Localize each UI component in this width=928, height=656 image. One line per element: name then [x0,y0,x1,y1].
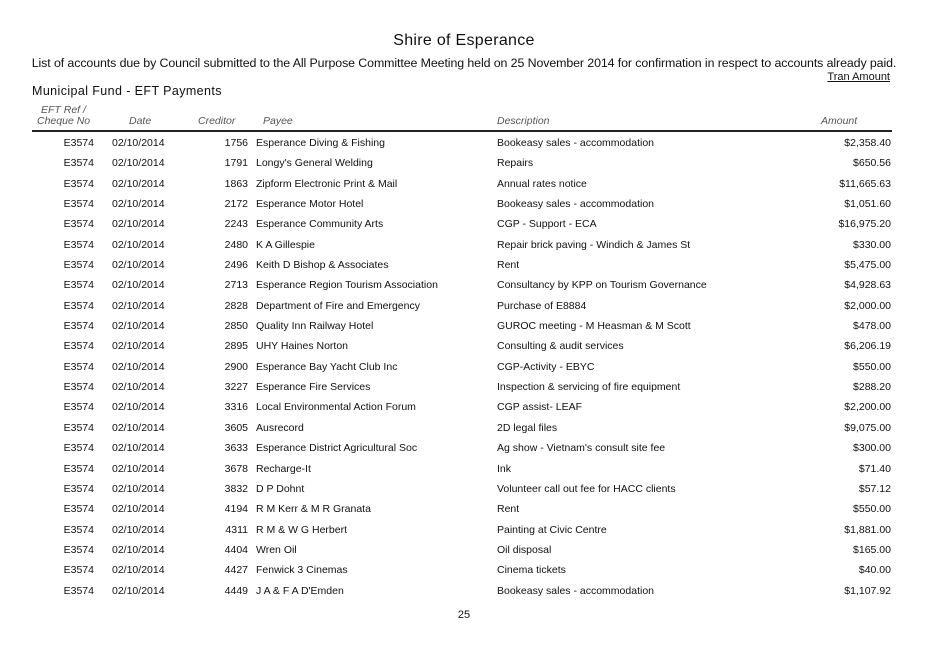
amount-cell: $478.00 [853,320,891,333]
tran-amount-label: Tran Amount [827,71,890,83]
payee-cell: Wren Oil [256,543,297,556]
description-cell: CGP assist- LEAF [497,401,582,414]
description-cell: Consulting & audit services [497,340,624,353]
description-cell: Oil disposal [497,543,552,556]
amount-cell: $2,000.00 [844,299,891,312]
payee-cell: Esperance Diving & Fishing [256,137,385,149]
eft-ref-cell: E3574 [63,177,94,190]
table-row [0,336,928,356]
description-cell: Bookeasy sales - accommodation [497,137,654,149]
description-cell: Bookeasy sales - accommodation [497,198,654,211]
eft-ref-cell: E3574 [63,320,94,333]
description-cell: Annual rates notice [497,177,587,190]
description-cell: Ag show - Vietnam's consult site fee [497,442,666,455]
creditor-cell: 4311 [225,523,248,536]
creditor-cell: 3316 [224,401,248,414]
table-row [0,418,928,438]
date-cell: 02/10/2014 [112,218,165,231]
payee-cell: Ausrecord [256,421,304,434]
date-cell: 02/10/2014 [112,340,165,353]
eft-ref-cell: E3574 [63,401,94,414]
table-row [0,520,928,540]
payee-cell: D P Dohnt [256,482,305,495]
amount-cell: $9,075.00 [844,421,891,434]
date-cell: 02/10/2014 [112,279,165,292]
date-cell: 02/10/2014 [112,503,165,516]
description-cell: Cinema tickets [497,564,566,577]
payee-cell: Longy's General Welding [256,157,373,170]
payee-cell: Esperance Region Tourism Association [256,279,438,292]
amount-cell: $1,051.60 [844,198,891,211]
amount-cell: $550.00 [853,360,891,373]
eft-ref-cell: E3574 [63,299,94,312]
amount-cell: $650.56 [853,157,891,170]
payee-cell: K A Gillespie [256,238,315,251]
date-cell: 02/10/2014 [112,320,165,333]
column-header-payee: Payee [263,115,293,127]
date-cell: 02/10/2014 [112,462,165,475]
amount-cell: $1,881.00 [844,523,891,536]
date-cell: 02/10/2014 [112,198,165,211]
creditor-cell: 2900 [224,360,248,373]
column-header-eft-ref: EFT Ref / [41,104,86,116]
date-cell: 02/10/2014 [112,259,165,272]
description-cell: Consultancy by KPP on Tourism Governance [497,279,707,292]
column-header-description: Description [497,115,550,127]
table-row [0,540,928,560]
description-cell: 2D legal files [497,421,558,434]
payee-cell: J A & F A D'Emden [256,584,344,597]
date-cell: 02/10/2014 [112,137,165,149]
creditor-cell: 2850 [224,320,248,333]
header-divider [32,130,892,132]
eft-ref-cell: E3574 [63,543,94,556]
description-cell: Ink [497,462,512,475]
description-cell: CGP - Support - ECA [497,218,597,231]
creditor-cell: 1791 [224,157,248,170]
eft-ref-cell: E3574 [63,421,94,434]
date-cell: 02/10/2014 [112,157,165,170]
table-row [0,194,928,214]
description-cell: Repairs [497,157,534,170]
payments-table-body [0,133,928,601]
table-row [0,377,928,397]
eft-ref-cell: E3574 [63,238,94,251]
date-cell: 02/10/2014 [112,564,165,577]
creditor-cell: 3633 [224,442,248,455]
payee-cell: Department of Fire and Emergency [256,299,420,312]
date-cell: 02/10/2014 [112,523,165,536]
creditor-cell: 2496 [224,259,248,272]
amount-cell: $16,975.20 [838,218,891,231]
table-row [0,133,928,153]
document-title: Shire of Esperance [393,32,535,49]
table-row [0,153,928,173]
creditor-cell: 2243 [224,218,248,231]
date-cell: 02/10/2014 [112,584,165,597]
amount-cell: $300.00 [853,442,891,455]
column-header-cheque-no: Cheque No [37,115,91,127]
payee-cell: Quality Inn Railway Hotel [256,320,374,333]
eft-ref-cell: E3574 [63,523,94,536]
amount-cell: $6,206.19 [844,340,891,353]
column-header-date: Date [129,115,152,127]
payee-cell: Keith D Bishop & Associates [256,259,389,272]
date-cell: 02/10/2014 [112,381,165,394]
creditor-cell: 3678 [224,462,248,475]
eft-ref-cell: E3574 [63,482,94,495]
creditor-cell: 4404 [224,543,248,556]
amount-cell: $288.20 [853,381,891,394]
creditor-cell: 3605 [224,421,248,434]
table-row [0,255,928,275]
date-cell: 02/10/2014 [112,482,165,495]
creditor-cell: 3832 [224,482,248,495]
amount-cell: $57.12 [858,482,891,495]
description-cell: Bookeasy sales - accommodation [497,584,654,597]
eft-ref-cell: E3574 [63,340,94,353]
eft-ref-cell: E3574 [63,442,94,455]
amount-cell: $330.00 [853,238,891,251]
date-cell: 02/10/2014 [112,401,165,414]
payee-cell: Fenwick 3 Cinemas [256,564,348,577]
payee-cell: Esperance Fire Services [256,381,371,394]
description-cell: Rent [497,503,520,516]
table-row [0,214,928,234]
eft-ref-cell: E3574 [63,462,94,475]
amount-cell: $4,928.63 [844,279,891,292]
date-cell: 02/10/2014 [112,543,165,556]
payee-cell: Zipform Electronic Print & Mail [256,177,398,190]
payee-cell: UHY Haines Norton [256,340,349,353]
eft-ref-cell: E3574 [63,157,94,170]
eft-ref-cell: E3574 [63,381,94,394]
creditor-cell: 4427 [224,564,248,577]
amount-cell: $550.00 [853,503,891,516]
creditor-cell: 4194 [224,503,248,516]
payee-cell: R M Kerr & M R Granata [256,503,371,516]
amount-cell: $165.00 [853,543,891,556]
fund-title: Municipal Fund - EFT Payments [32,84,222,98]
description-cell: Purchase of E8884 [497,299,587,312]
creditor-cell: 2480 [224,238,248,251]
eft-ref-cell: E3574 [63,137,94,149]
creditor-cell: 2172 [224,198,248,211]
description-cell: Rent [497,259,520,272]
table-row [0,397,928,417]
payee-cell: R M & W G Herbert [256,523,348,536]
eft-ref-cell: E3574 [63,259,94,272]
date-cell: 02/10/2014 [112,299,165,312]
payee-cell: Esperance Motor Hotel [256,198,364,211]
table-row [0,438,928,458]
payee-cell: Local Environmental Action Forum [256,401,416,414]
amount-cell: $2,358.40 [844,137,891,149]
description-cell: GUROC meeting - M Heasman & M Scott [497,320,691,333]
table-row [0,357,928,377]
payee-cell: Recharge-It [256,462,311,475]
date-cell: 02/10/2014 [112,421,165,434]
eft-ref-cell: E3574 [63,279,94,292]
table-row [0,235,928,255]
eft-ref-cell: E3574 [63,198,94,211]
payee-cell: Esperance District Agricultural Soc [256,442,418,455]
eft-ref-cell: E3574 [63,360,94,373]
table-row [0,316,928,336]
document-subtitle: List of accounts due by Council submitted to the All Purpose Committee Meeting held on 25 November 2014 for confirmation in respect to accounts already paid. [31,56,897,70]
payee-cell: Esperance Bay Yacht Club Inc [256,360,398,373]
date-cell: 02/10/2014 [112,177,165,190]
description-cell: Painting at Civic Centre [497,523,607,536]
eft-ref-cell: E3574 [63,503,94,516]
table-row [0,459,928,479]
creditor-cell: 1756 [224,137,248,149]
column-header-amount: Amount [821,115,858,127]
description-cell: Repair brick paving - Windich & James St [497,238,691,251]
table-row [0,499,928,519]
creditor-cell: 2713 [224,279,248,292]
table-row [0,296,928,316]
amount-cell: $5,475.00 [844,259,891,272]
date-cell: 02/10/2014 [112,238,165,251]
table-row [0,581,928,601]
creditor-cell: 2828 [224,299,248,312]
creditor-cell: 4449 [224,584,248,597]
table-row [0,275,928,295]
table-row [0,174,928,194]
description-cell: Volunteer call out fee for HACC clients [497,482,676,495]
description-cell: CGP-Activity - EBYC [497,360,595,373]
creditor-cell: 2895 [224,340,248,353]
table-row [0,560,928,580]
amount-cell: $2,200.00 [844,401,891,414]
amount-cell: $40.00 [858,564,891,577]
eft-ref-cell: E3574 [63,584,94,597]
amount-cell: $71.40 [858,462,891,475]
amount-cell: $11,665.63 [839,177,891,190]
date-cell: 02/10/2014 [112,442,165,455]
column-header-creditor: Creditor [198,115,236,127]
page-number: 25 [457,609,471,621]
amount-cell: $1,107.92 [844,584,891,597]
creditor-cell: 3227 [224,381,248,394]
eft-ref-cell: E3574 [63,564,94,577]
creditor-cell: 1863 [224,177,248,190]
payee-cell: Esperance Community Arts [256,218,384,231]
table-row [0,479,928,499]
description-cell: Inspection & servicing of fire equipment [497,381,681,394]
eft-ref-cell: E3574 [63,218,94,231]
date-cell: 02/10/2014 [112,360,165,373]
